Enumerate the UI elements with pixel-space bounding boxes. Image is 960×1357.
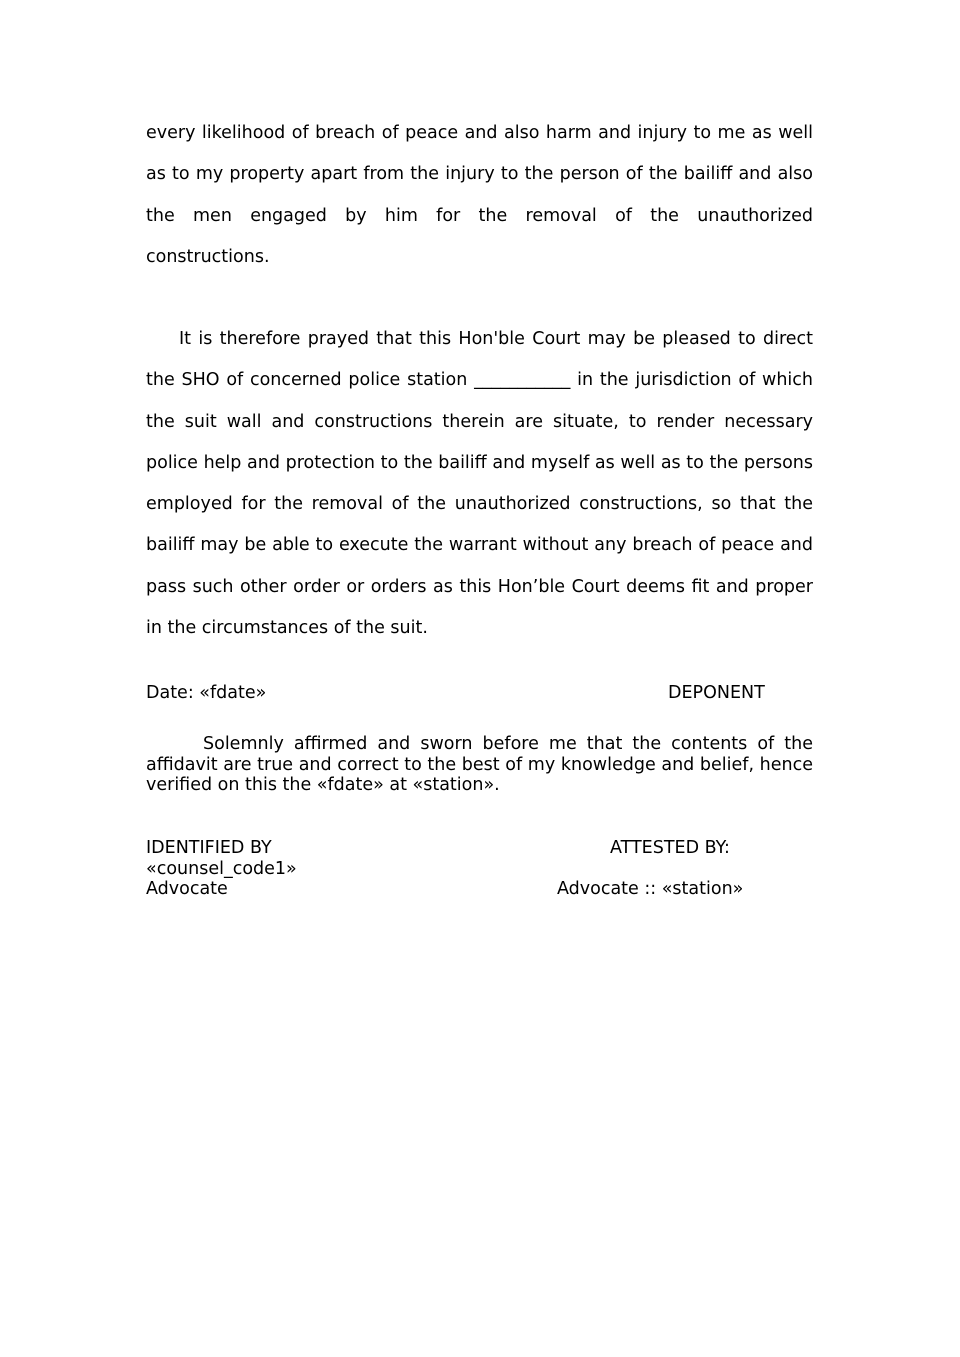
paragraph-prayer: It is therefore prayed that this Hon'ble Court may be pleased to direct the SHO of concerned police station ___________ in the jurisdiction of which the suit wall and constructions therein are situate, to render necessary police help and protection to the bailiff and myself as well as to the persons employed for the removal of the unauthorized constructions, so that the bailiff may be able to execute the warrant without any breach of peace and pass such other order or orders as this Hon’ble Court deems fit and proper in the circumstances of the suit. (146, 329, 813, 639)
date-line: Date: «fdate» (146, 683, 267, 703)
deponent-label: DEPONENT (668, 683, 765, 703)
identified-by-label: IDENTIFIED BY (146, 838, 272, 858)
verification-paragraph: Solemnly affirmed and sworn before me that the contents of the affidavit are true and correct to the best of my knowledge and belief, hence verified on this the «fdate» at «station». (146, 734, 813, 796)
attested-by-label: ATTESTED BY: (610, 838, 730, 858)
advocate-left-label: Advocate (146, 879, 228, 899)
paragraph-breach-of-peace: every likelihood of breach of peace and also harm and injury to me as well as to my property apart from the injury to the person of the bailiff and also the men engaged by him for the removal of the unauthorized constructions. (146, 123, 813, 267)
advocate-station-label: Advocate :: «station» (557, 879, 744, 899)
counsel-code: «counsel_code1» (146, 859, 297, 879)
